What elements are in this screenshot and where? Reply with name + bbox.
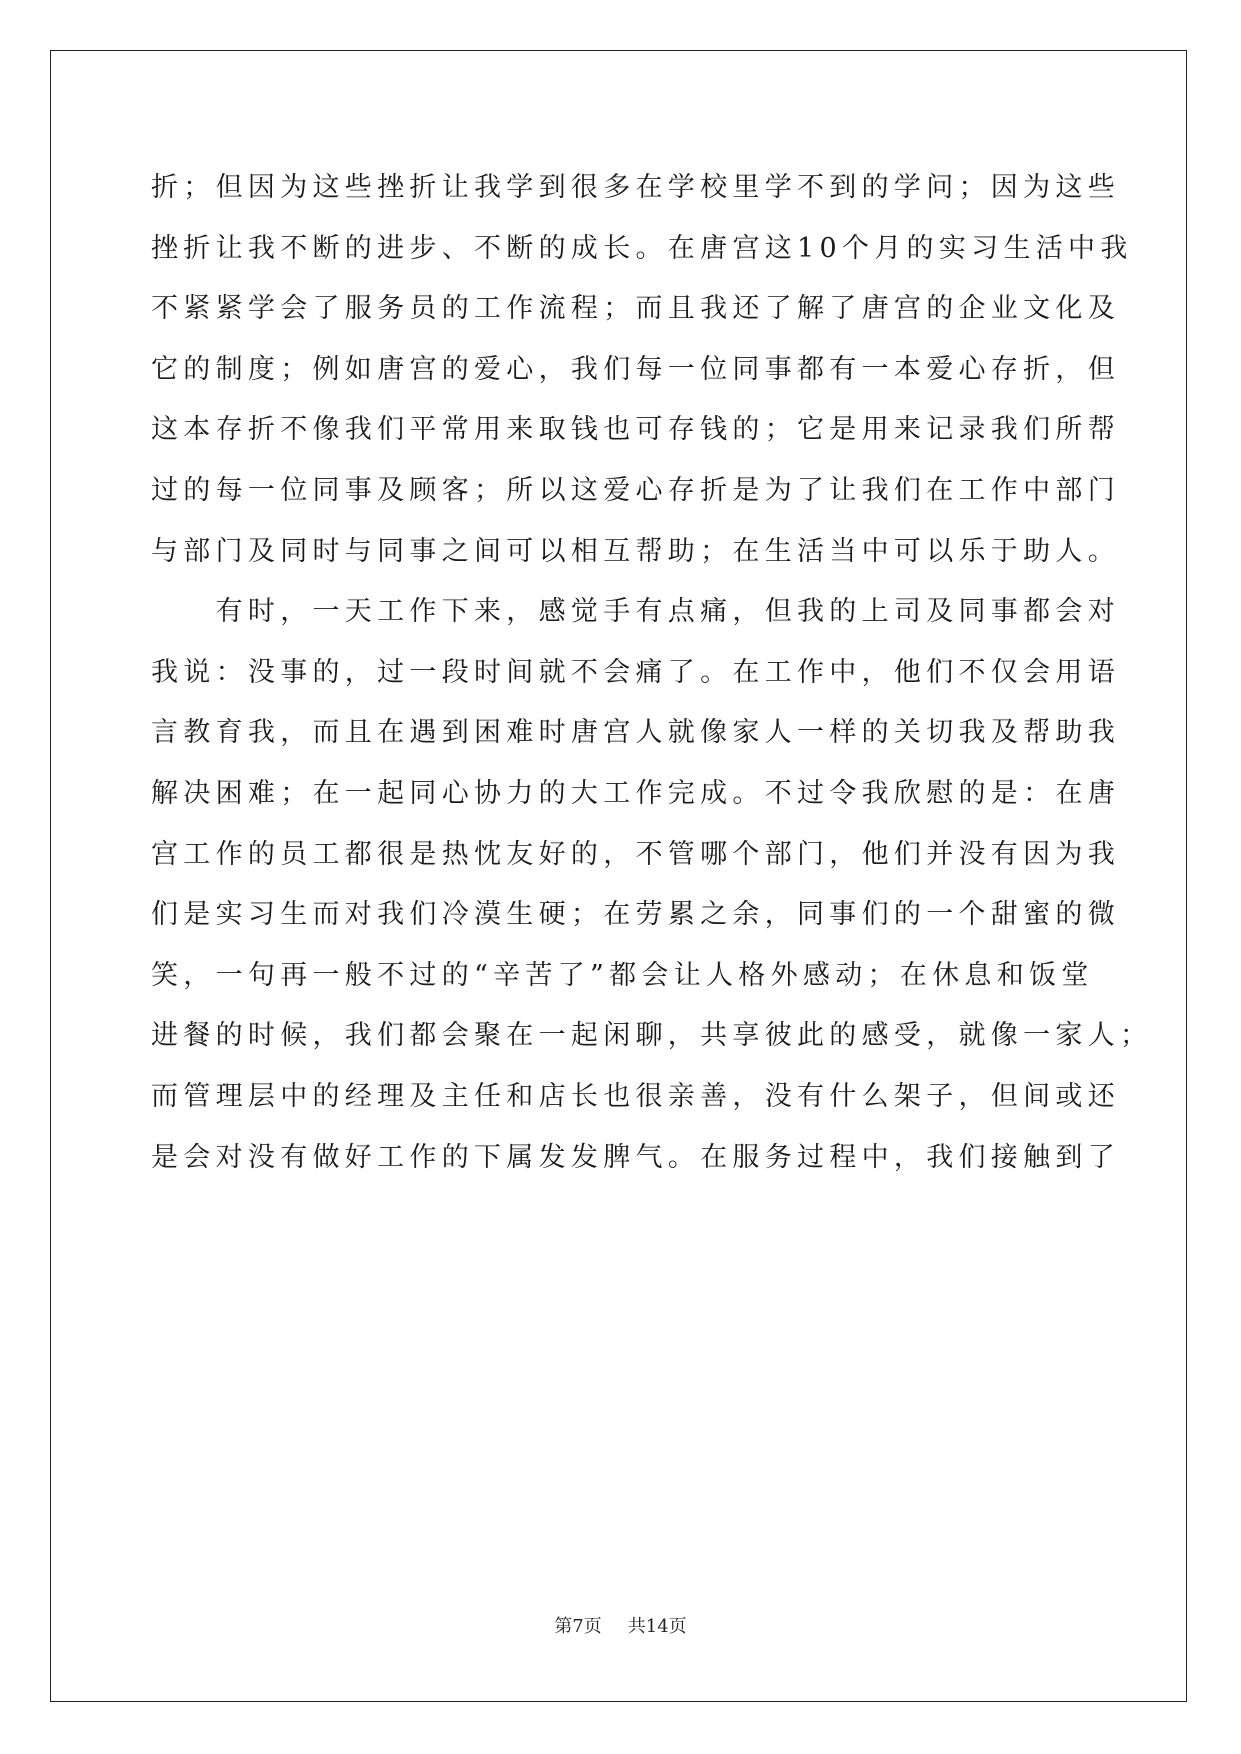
text-line: 它的制度；例如唐宫的爱心，我们每一位同事都有一本爱心存折，但 [151,353,1120,385]
text-line: 挫折让我不断的进步、不断的成长。在唐宫这10个月的实习生活中我 [151,232,1133,264]
text-line: 过的每一位同事及顾客；所以这爱心存折是为了让我们在工作中部门 [151,474,1120,506]
text-line: 们是实习生而对我们冷漠生硬；在劳累之余，同事们的一个甜蜜的微 [151,899,1120,931]
text-line: 宫工作的员工都很是热忱友好的，不管哪个部门，他们并没有因为我 [151,838,1120,870]
page-total: 共14页 [627,1616,687,1637]
text-line: 笑，一句再一般不过的“辛苦了”都会让人格外感动；在休息和饭堂 [151,959,1094,991]
text-line: 是会对没有做好工作的下属发发脾气。在服务过程中，我们接触到了 [151,1141,1120,1173]
text-line: 解决困难；在一起同心协力的大工作完成。不过令我欣慰的是：在唐 [151,777,1120,809]
text-line: 这本存折不像我们平常用来取钱也可存钱的；它是用来记录我们所帮 [151,414,1120,446]
text-line: 不紧紧学会了服务员的工作流程；而且我还了解了唐宫的企业文化及 [151,293,1120,325]
document-body [151,158,1153,1188]
text-line: 进餐的时候，我们都会聚在一起闲聊，共享彼此的感受，就像一家人； [151,1020,1153,1052]
text-line: 我说：没事的，过一段时间就不会痛了。在工作中，他们不仅会用语 [151,656,1120,688]
page-number: 第7页 [554,1616,602,1637]
text-line: 与部门及同时与同事之间可以相互帮助；在生活当中可以乐于助人。 [151,535,1120,567]
text-line: 言教育我，而且在遇到困难时唐宫人就像家人一样的关切我及帮助我 [151,717,1120,749]
paragraph-start-line: 有时，一天工作下来，感觉手有点痛，但我的上司及同事都会对 [151,596,1120,628]
text-line: 而管理层中的经理及主任和店长也很亲善，没有什么架子，但间或还 [151,1080,1120,1112]
text-line: 折；但因为这些挫折让我学到很多在学校里学不到的学问；因为这些 [151,172,1120,203]
page-footer [0,1612,1241,1638]
